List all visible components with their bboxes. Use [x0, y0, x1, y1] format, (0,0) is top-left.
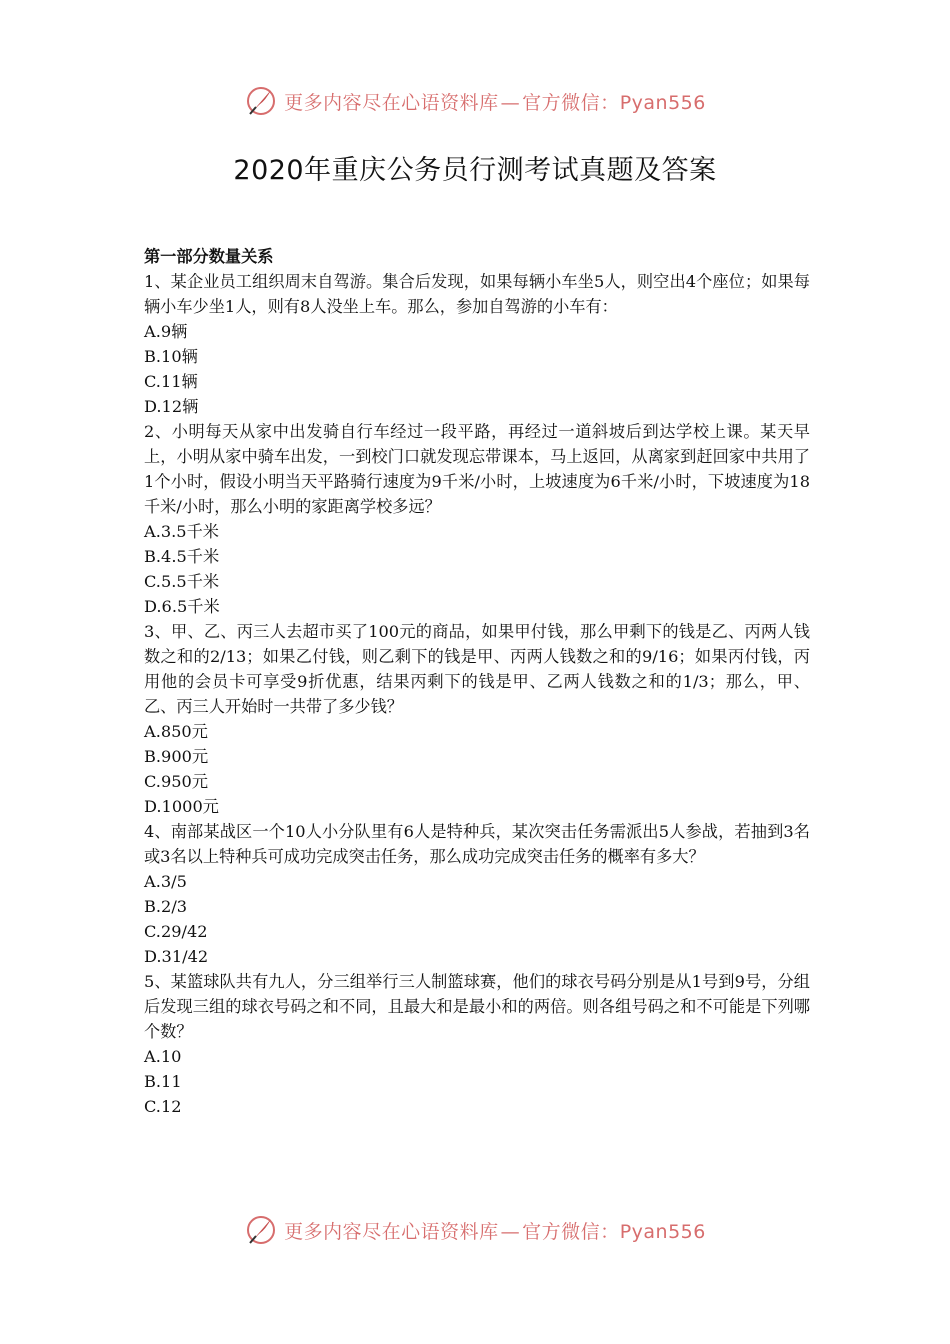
option: D.6.5千米	[144, 597, 220, 616]
question-3	[144, 619, 810, 819]
header-banner	[0, 79, 950, 123]
question-text: 5、某篮球队共有九人，分三组举行三人制篮球赛，他们的球衣号码分别是从1号到9号，分组后发现三组的球衣号码之和不同，且最大和是最小和的两倍。则各组号码之和不可能是下列哪个数？	[144, 972, 810, 1041]
quill-logo-icon	[244, 1213, 278, 1247]
option: B.2/3	[144, 897, 188, 916]
section-title: 第一部分数量关系	[144, 247, 274, 266]
option: C.5.5千米	[144, 572, 220, 591]
question-text: 4、南部某战区一个10人小分队里有6人是特种兵，某次突击任务需派出5人参战，若抽到3名或3名以上特种兵可成功完成突击任务，那么成功完成突击任务的概率有多大？	[144, 822, 810, 866]
quill-logo-icon	[244, 84, 278, 118]
question-text: 3、甲、乙、丙三人去超市买了100元的商品，如果甲付钱，那么甲剩下的钱是乙、丙两人钱数之和的2/13；如果乙付钱，则乙剩下的钱是甲、丙两人钱数之和的9/16；如果丙付钱，丙用他的会员卡可享受9折优惠，结果丙剩下的钱是甲、乙两人钱数之和的1/3；那么，甲、乙、丙三人开始时一共带了多少钱？	[144, 622, 810, 716]
option: D.31/42	[144, 947, 209, 966]
option: D.1000元	[144, 797, 219, 816]
question-text: 2、小明每天从家中出发骑自行车经过一段平路，再经过一道斜坡后到达学校上课。某天早上，小明从家中骑车出发，一到校门口就发现忘带课本，马上返回，从离家到赶回家中共用了1个小时，假设小明当天平路骑行速度为9千米/小时，上坡速度为6千米/小时，下坡速度为18千米/小时，那么小明的家距离学校多远？	[144, 422, 810, 516]
option: D.12辆	[144, 397, 199, 416]
page-title: 2020年重庆公务员行测考试真题及答案	[233, 155, 717, 186]
option: B.10辆	[144, 347, 198, 366]
option: C.950元	[144, 772, 209, 791]
option: C.12	[144, 1097, 182, 1116]
banner-text: 更多内容尽在心语资料库 — 官方微信：Pyan556	[284, 91, 706, 114]
option: B.900元	[144, 747, 209, 766]
option: A.10	[144, 1047, 182, 1066]
option: A.3.5千米	[144, 522, 219, 541]
option: C.29/42	[144, 922, 208, 941]
footer-banner	[0, 1208, 950, 1252]
option: A.9辆	[144, 322, 188, 341]
question-2	[144, 419, 810, 619]
question-5	[144, 969, 810, 1119]
option: B.4.5千米	[144, 547, 220, 566]
option: B.11	[144, 1072, 182, 1091]
question-4	[144, 819, 810, 969]
question-text: 1、某企业员工组织周末自驾游。集合后发现，如果每辆小车坐5人，则空出4个座位；如果每辆小车少坐1人，则有8人没坐上车。那么，参加自驾游的小车有：	[144, 272, 810, 316]
document-body	[144, 244, 810, 1119]
option: A.850元	[144, 722, 208, 741]
option: C.11辆	[144, 372, 198, 391]
banner-text: 更多内容尽在心语资料库 — 官方微信：Pyan556	[284, 1220, 706, 1243]
question-1	[144, 269, 810, 419]
option: A.3/5	[144, 872, 187, 891]
